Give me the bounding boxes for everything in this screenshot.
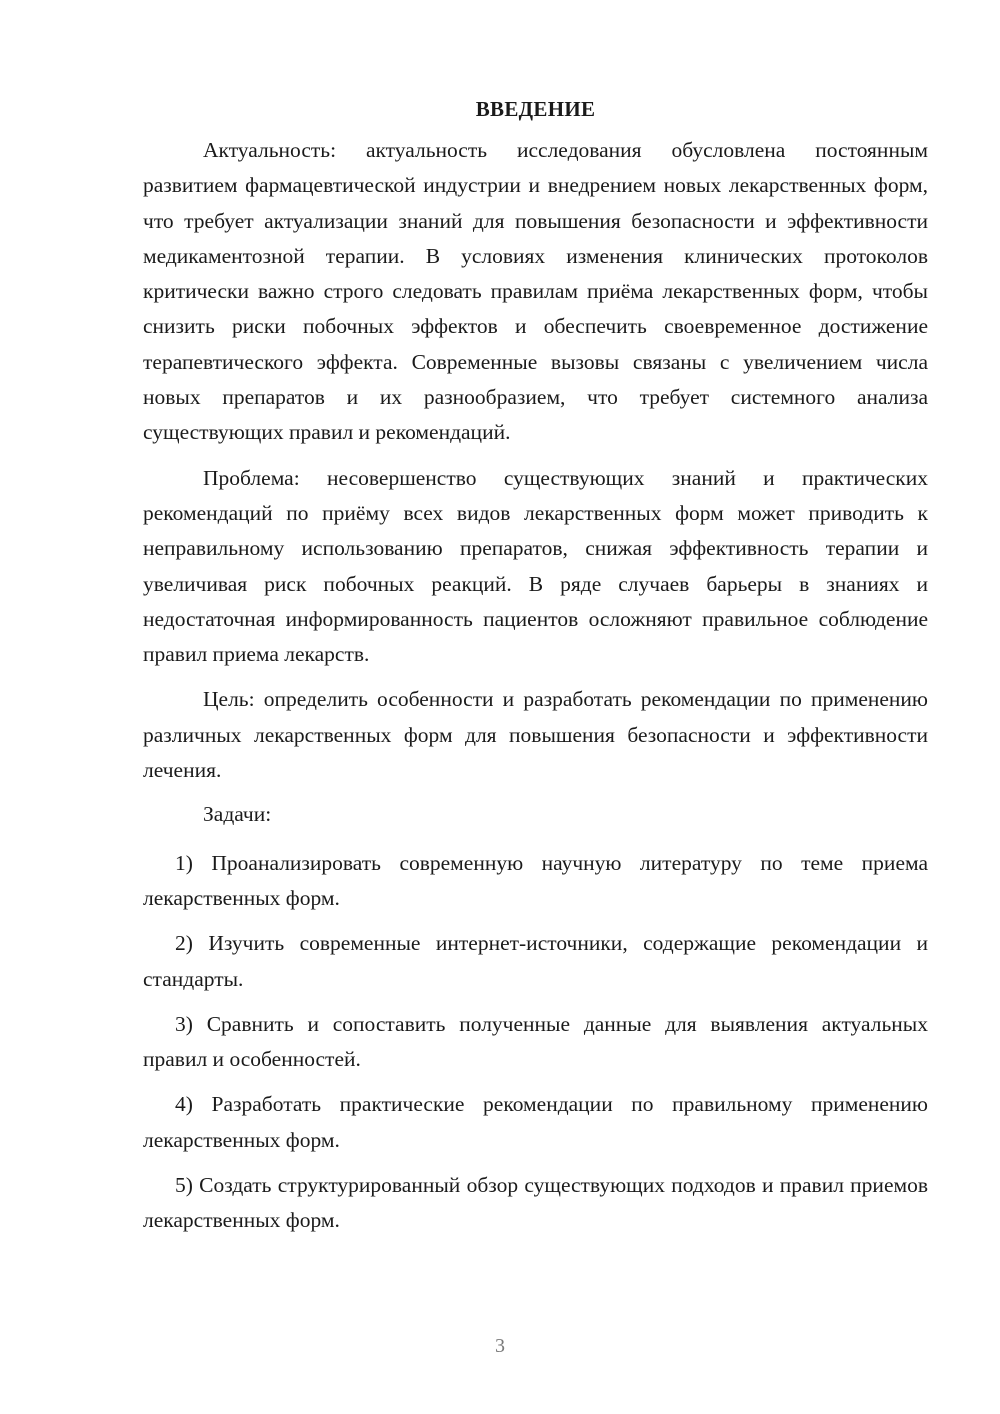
problem-paragraph: Проблема: несовершенство существующих знаний и практических рекомендаций по приёму всех видов лекарственных форм может приводить к неправильному использованию препаратов, снижая эффективность терапии и увеличивая риск побочных реакций. В ряде случаев барьеры в знаниях и недостаточная информированность пациентов осложняют правильное соблюдение правил приема лекарств. [143,465,928,667]
task-item-3: 3) Сравнить и сопоставить полученные данные для выявления актуальных правил и особенностей. [143,1011,928,1072]
page-number: 3 [495,1335,505,1357]
task-item-1: 1) Проанализировать современную научную литературу по теме приема лекарственных форм. [143,850,928,910]
section-title: ВВЕДЕНИЕ [475,97,596,121]
tasks-label: Задачи: [203,802,272,827]
goal-paragraph: Цель: определить особенности и разработать рекомендации по применению различных лекарственных форм для повышения безопасности и эффективности лечения. [143,687,928,783]
task-item-4: 4) Разработать практические рекомендации по правильному применению лекарственных форм. [143,1092,928,1152]
document-page [143,92,928,1239]
task-item-5: 5) Создать структурированный обзор существующих подходов и правил приемов лекарственных форм. [143,1173,928,1233]
task-item-2: 2) Изучить современные интернет-источники, содержащие рекомендации и стандарты. [143,931,928,991]
relevance-paragraph: Актуальность: актуальность исследования обусловлена постоянным развитием фармацевтической индустрии и внедрением новых лекарственных форм, что требует актуализации знаний для повышения безопасности и эффективности медикаментозной терапии. В условиях изменения клинических протоколов критически важно строго следовать правилам приёма лекарственных форм, чтобы снизить риски побочных эффектов и обеспечить своевременное достижение терапевтического эффекта. Современные вызовы связаны с увеличением числа новых препаратов и их разнообразием, что требует системного анализа существующих правил и рекомендаций. [143,138,928,445]
